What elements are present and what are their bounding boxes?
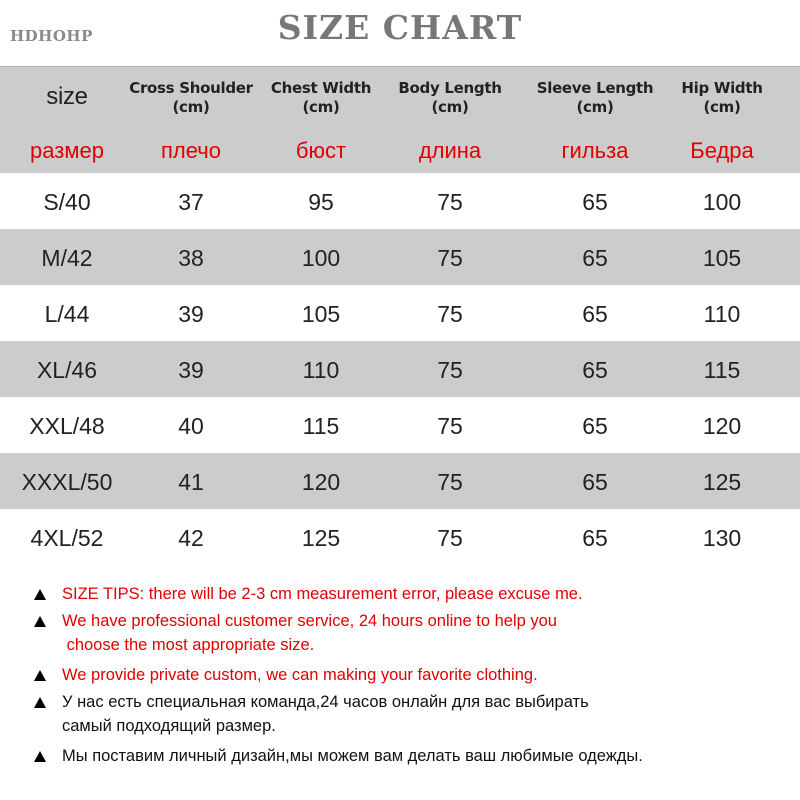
tip-text: choose the most appropriate size. xyxy=(62,636,315,654)
length-cell: 75 xyxy=(437,301,463,327)
sleeve-cell: 65 xyxy=(582,525,608,551)
hip-cell: 115 xyxy=(703,357,741,383)
size-cell: XL/46 xyxy=(36,357,98,383)
triangle-bullet-icon xyxy=(34,616,46,627)
triangle-bullet-icon xyxy=(34,589,46,600)
triangle-bullet-icon xyxy=(34,670,46,681)
sleeve-cell: 65 xyxy=(582,301,608,327)
table-header xyxy=(0,66,800,173)
chest-cell: 110 xyxy=(302,357,340,383)
table-row xyxy=(0,341,800,397)
size-cell: XXXL/50 xyxy=(21,469,113,495)
header-sleeve-length: Sleeve Length (cm) xyxy=(536,79,654,116)
tip-text: We have professional customer service, 24 hours online to help you xyxy=(62,612,557,630)
shoulder-cell: 39 xyxy=(178,357,204,383)
header-size-ru: размер xyxy=(30,138,104,163)
size-table xyxy=(0,66,800,565)
hip-cell: 130 xyxy=(702,525,742,551)
table-row xyxy=(0,509,800,565)
shoulder-cell: 37 xyxy=(178,189,204,215)
triangle-bullet-icon xyxy=(34,697,46,708)
size-cell: 4XL/52 xyxy=(30,525,104,551)
header-shoulder-ru: плечо xyxy=(161,138,221,163)
header-length-ru: длина xyxy=(418,138,482,163)
chest-cell: 120 xyxy=(301,469,341,495)
header-chest-width: Chest Width (cm) xyxy=(270,79,372,116)
header-sleeve-ru: гильза xyxy=(561,138,629,163)
header-chest-ru: бюст xyxy=(295,138,347,163)
header-body-length: Body Length (cm) xyxy=(398,79,502,116)
length-cell: 75 xyxy=(437,413,463,439)
length-cell: 75 xyxy=(437,469,463,495)
shoulder-cell: 38 xyxy=(178,245,204,271)
length-cell: 75 xyxy=(437,357,463,383)
tip-text: SIZE TIPS: there will be 2-3 cm measurement error, please excuse me. xyxy=(62,585,583,603)
size-cell: XXL/48 xyxy=(29,413,105,439)
tip-text: самый подходящий размер. xyxy=(62,717,276,735)
table-row xyxy=(0,173,800,229)
chest-cell: 95 xyxy=(308,189,334,215)
hip-cell: 100 xyxy=(702,189,742,215)
chest-cell: 115 xyxy=(302,413,340,439)
header-size-en: size xyxy=(46,83,88,110)
shoulder-cell: 42 xyxy=(178,525,204,551)
sleeve-cell: 65 xyxy=(582,469,608,495)
shoulder-cell: 39 xyxy=(178,301,204,327)
tip-text: We provide private custom, we can making your favorite clothing. xyxy=(62,666,538,684)
chest-cell: 100 xyxy=(301,245,341,271)
shoulder-cell: 40 xyxy=(178,413,204,439)
triangle-bullet-icon xyxy=(34,751,46,762)
size-cell: S/40 xyxy=(43,189,91,215)
table-row xyxy=(0,229,800,285)
size-cell: L/44 xyxy=(44,301,90,327)
chest-cell: 125 xyxy=(301,525,341,551)
length-cell: 75 xyxy=(437,245,463,271)
sleeve-cell: 65 xyxy=(582,245,608,271)
page-title: SIZE CHART xyxy=(277,8,523,47)
size-cell: M/42 xyxy=(41,245,93,271)
table-row xyxy=(0,453,800,509)
header-hip-width: Hip Width (cm) xyxy=(681,79,763,116)
brand-logo: HDHOHP xyxy=(10,27,93,45)
length-cell: 75 xyxy=(437,525,463,551)
hip-cell: 105 xyxy=(702,245,742,271)
chest-cell: 105 xyxy=(301,301,341,327)
sleeve-cell: 65 xyxy=(582,189,608,215)
sleeve-cell: 65 xyxy=(582,357,608,383)
sleeve-cell: 65 xyxy=(582,413,608,439)
hip-cell: 120 xyxy=(702,413,742,439)
table-row xyxy=(0,397,800,453)
hip-cell: 125 xyxy=(702,469,742,495)
shoulder-cell: 41 xyxy=(178,469,204,495)
header-hip-ru: Бедра xyxy=(690,138,754,163)
length-cell: 75 xyxy=(437,189,463,215)
hip-cell: 110 xyxy=(703,301,741,327)
tip-text: У нас есть специальная команда,24 часов онлайн для вас выбирать xyxy=(62,693,589,711)
table-row xyxy=(0,285,800,341)
header-cross-shoulder: Cross Shoulder (cm) xyxy=(129,79,253,116)
tip-text: Мы поставим личный дизайн,мы можем вам делать ваш любимые одежды. xyxy=(62,747,643,765)
